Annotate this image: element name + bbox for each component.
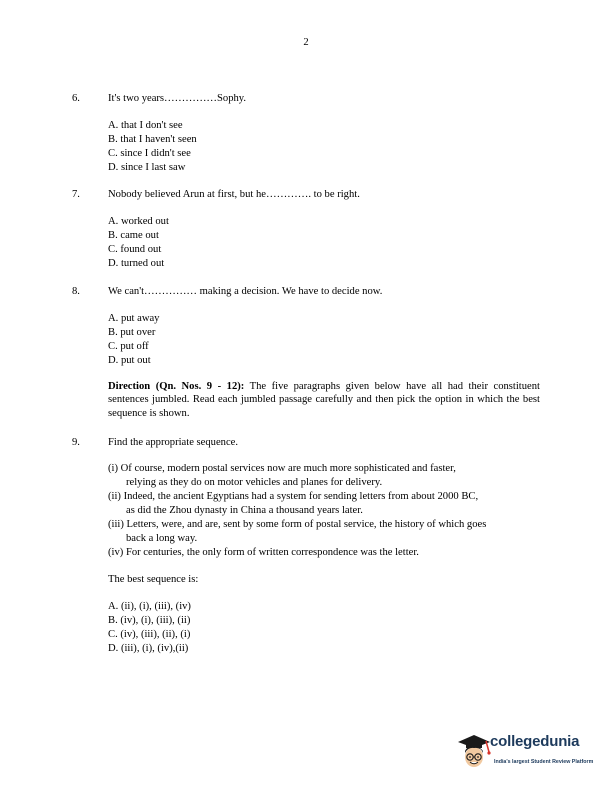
statement-iv: (iv) For centuries, the only form of written correspondence was the letter. bbox=[108, 547, 419, 558]
option-c: C. put off bbox=[108, 341, 149, 352]
graduate-mascot-icon bbox=[456, 732, 492, 776]
question-stem: It's two years……………Sophy. bbox=[108, 93, 247, 104]
statement-iii-continued: back a long way. bbox=[126, 533, 198, 544]
page-number: 2 bbox=[303, 37, 309, 48]
option-b: B. that I haven't seen bbox=[108, 134, 197, 145]
option-d: D. (iii), (i), (iv),(ii) bbox=[108, 643, 189, 654]
statement-ii-continued: as did the Zhou dynasty in China a thousand years later. bbox=[126, 505, 363, 516]
option-c: C. since I didn't see bbox=[108, 148, 191, 159]
option-b: B. (iv), (i), (iii), (ii) bbox=[108, 615, 191, 626]
statement-iii: (iii) Letters, were, and are, sent by some form of postal service, the history of which goes bbox=[108, 519, 487, 530]
question-stem: Nobody believed Arun at first, but he…………. to be right. bbox=[108, 189, 360, 200]
sequence-prompt: The best sequence is: bbox=[108, 574, 199, 585]
question-stem: Find the appropriate sequence. bbox=[108, 437, 239, 448]
option-c: C. found out bbox=[108, 244, 162, 255]
statement-i: (i) Of course, modern postal services now are much more sophisticated and faster, bbox=[108, 463, 456, 474]
option-b: B. came out bbox=[108, 230, 159, 241]
option-a: A. (ii), (i), (iii), (iv) bbox=[108, 601, 191, 612]
question-number: 7. bbox=[72, 189, 80, 200]
question-number: 6. bbox=[72, 93, 80, 104]
option-a: A. that I don't see bbox=[108, 120, 183, 131]
option-a: A. put away bbox=[108, 313, 160, 324]
option-a: A. worked out bbox=[108, 216, 169, 227]
option-d: D. since I last saw bbox=[108, 162, 186, 173]
collegedunia-logo bbox=[456, 730, 601, 778]
question-stem: We can't…………… making a decision. We have to decide now. bbox=[108, 286, 383, 297]
option-d: D. put out bbox=[108, 355, 151, 366]
direction-paragraph bbox=[108, 380, 540, 420]
statement-ii: (ii) Indeed, the ancient Egyptians had a system for sending letters from about 2000 BC, bbox=[108, 491, 479, 502]
option-c: C. (iv), (iii), (ii), (i) bbox=[108, 629, 191, 640]
question-number: 9. bbox=[72, 437, 80, 448]
option-d: D. turned out bbox=[108, 258, 165, 269]
logo-wordmark: collegedunia bbox=[490, 733, 580, 750]
direction-label: Direction (Qn. Nos. 9 - 12): bbox=[108, 381, 245, 392]
statement-i-continued: relying as they do on motor vehicles and planes for delivery. bbox=[126, 477, 383, 488]
direction-text: The five paragraphs given below have all had their constituent sentences jumbled. Read each jumbled passage carefully and then pick the option in which the best sequence is shown. bbox=[108, 381, 540, 419]
option-b: B. put over bbox=[108, 327, 156, 338]
question-number: 8. bbox=[72, 286, 80, 297]
logo-tagline: India's largest Student Review Platform bbox=[494, 759, 594, 765]
